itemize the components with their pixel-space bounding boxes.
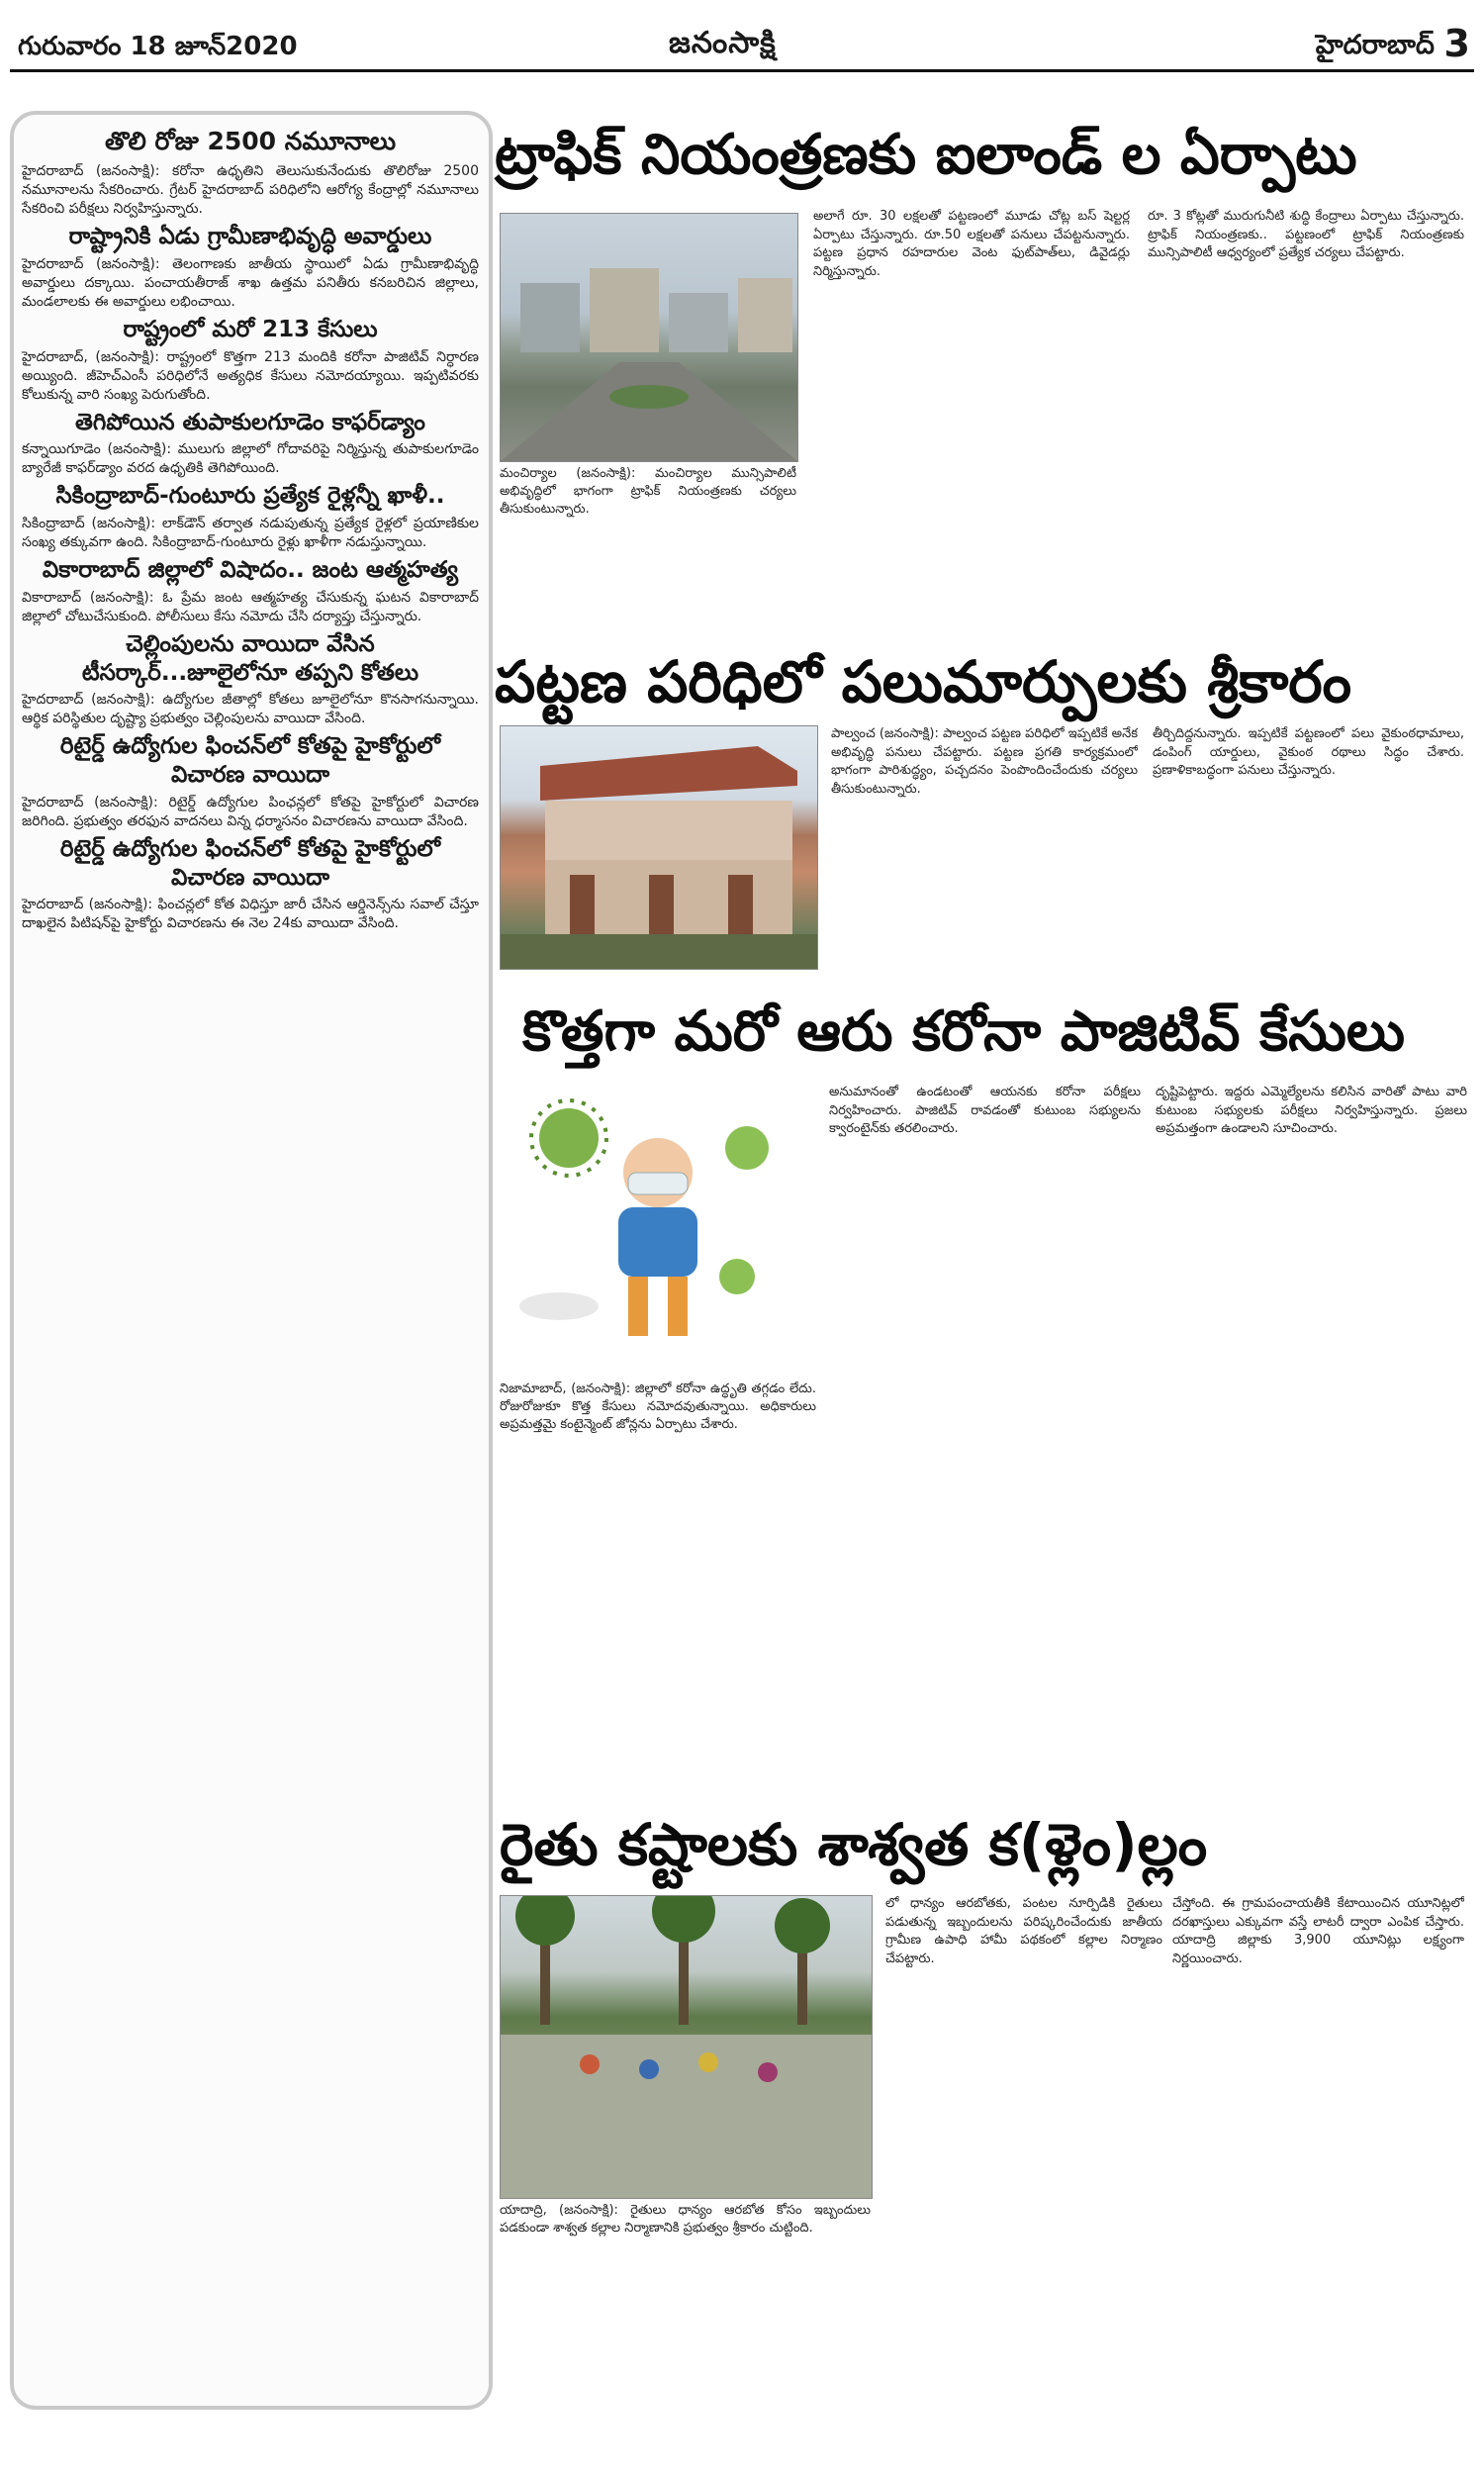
- photo-caption: మంచిర్యాల (జనంసాక్షి): మంచిర్యాల మున్సిపాలిటీ అభివృద్ధిలో భాగంగా ట్రాఫిక్‌ నియంత్రణకు చర్యలు తీసుకుంటున్నారు.: [500, 466, 796, 517]
- article-column: తీర్చిదిద్దనున్నారు. ఇప్పటికే పట్టణంలో పలు వైకుంఠధామాలు, డంపింగ్‌ యార్డులు, వైకుంఠ రథాలు సిద్ధం చేశారు. ప్రణాళికాబద్ధంగా పనులు చేస్తున్నారు.: [1153, 726, 1464, 778]
- building-illustration: [501, 726, 817, 969]
- article-headline-traffic: ట్రాఫిక్‌ నియంత్రణకు ఐలాండ్‌ ల ఏర్పాటు: [495, 123, 1357, 187]
- masthead-logo: జనంసాక్షి: [669, 26, 777, 60]
- header-divider: [10, 69, 1474, 72]
- article-column: చేస్తోంది. ఈ గ్రామపంచాయతీకి కేటాయించిన యూనిట్లలో దరఖాస్తులు ఎక్కువగా వస్తే లాటరీ ద్వారా ఎంపిక చేస్తారు. యాదాద్రి జిల్లాకు 3,900 యూనిట్లు లక్ష్యంగా నిర్ణయించారు.: [1172, 1896, 1464, 1966]
- paddy-field-illustration: [501, 1896, 872, 2198]
- sidebar-story-text: హైదరాబాద్‌ (జనంసాక్షి): ఫించన్లలో కోత విధిస్తూ జారీ చేసిన ఆర్డినెన్స్‌ను సవాల్‌ చేస్తూ దాఖలైన పిటిషన్‌పై హైకోర్టు విచారణను ఈ నెల 24కు వాయిదా వేసింది.: [22, 897, 479, 932]
- street-photo: [500, 213, 798, 462]
- article-column: రూ. 3 కోట్లతో మురుగునీటి శుద్ధి కేంద్రాలు ఏర్పాటు చేస్తున్నారు. ట్రాఫిక్‌ నియంత్రణకు.. పట్టణంలో ట్రాఫిక్‌ నియంత్రణకు మున్సిపాలిటీ ఆధ్వర్యంలో ప్రత్యేక చర్యలు చేపట్టారు.: [1148, 209, 1464, 260]
- article-column: నిజామాబాద్‌, (జనంసాక్షి): జిల్లాలో కరోనా ఉద్ధృతి తగ్గడం లేదు. రోజురోజుకూ కొత్త కేసులు నమోదవుతున్నాయి. అధికారులు అప్రమత్తమై కంటైన్మెంట్‌ జోన్లను ఏర్పాటు చేశారు.: [500, 1381, 816, 1432]
- sidebar-headline: తెగిపోయిన తుపాకులగూడెం కాఫర్‌డ్యాం: [75, 409, 425, 435]
- sidebar-story-text: వికారాబాద్‌ (జనంసాక్షి): ఓ ప్రేమ జంట ఆత్మహత్య చేసుకున్న ఘటన వికారాబాద్‌ జిల్లాలో చోటుచేసుకుంది. పోలీసులు కేసు నమోదు చేసి దర్యాప్తు చేస్తున్నారు.: [22, 589, 479, 624]
- sidebar-headline: రాష్ట్రంలో మరో 213 కేసులు: [123, 316, 378, 342]
- page-header: [0, 0, 1484, 77]
- building-photo: [500, 725, 818, 970]
- article-headline-corona: కొత్తగా మరో ఆరు కరోనా పాజిటివ్‌ కేసులు: [522, 1000, 1405, 1064]
- sidebar-story-text: హైదరాబాద్‌, (జనంసాక్షి): రాష్ట్రంలో కొత్తగా 213 మందికి కరోనా పాజిటివ్‌ నిర్ధారణ అయ్యింది. జీహెచ్‌ఎంసీ పరిధిలోనే అత్యధిక కేసులు నమోదయ్యాయి. ఇప్పటివరకు కోలుకున్న వారి సంఖ్య పెరుగుతోంది.: [22, 348, 479, 403]
- sidebar-story-text: హైదరాబాద్‌ (జనంసాక్షి): కరోనా ఉధృతిని తెలుసుకునేందుకు తొలిరోజు 2500 నమూనాలను సేకరించారు. గ్రేటర్‌ హైదరాబాద్‌ పరిధిలోని ఆరోగ్య కేంద్రాల్లో నమూనాలు సేకరించి పరీక్షలు నిర్వహిస్తున్నారు.: [22, 163, 479, 217]
- paddy-field-photo: [500, 1895, 873, 2199]
- sidebar-headline: రిటైర్డ్‌ ఉద్యోగుల ఫించన్‌లో కోతపై హైకోర్టులో విచారణ వాయిదా: [59, 733, 441, 788]
- article-column: అనుమానంతో ఉండటంతో ఆయనకు కరోనా పరీక్షలు నిర్వహించారు. పాజిటివ్‌ రావడంతో కుటుంబ సభ్యులను క్వారంటైన్‌కు తరలించారు.: [829, 1085, 1141, 1136]
- sidebar-story-text: హైదరాబాద్‌ (జనంసాక్షి): ఉద్యోగుల జీతాల్లో కోతలు జూలైలోనూ కొనసాగనున్నాయి. ఆర్థిక పరిస్థితుల దృష్ట్యా ప్రభుత్వం చెల్లింపులను వాయిదా వేసింది.: [22, 692, 479, 727]
- article-column: లో ధాన్యం ఆరబోతకు, పంటల నూర్పిడికి రైతులు పడుతున్న ఇబ్బందులను పరిష్కరించేందుకు జాతీయ గ్రామీణ ఉపాధి హామీ పథకంలో కల్లాల నిర్మాణం చేపట్టారు.: [885, 1896, 1162, 1966]
- issue-date: గురువారం 18 జూన్2020: [18, 32, 298, 61]
- sidebar-headline: వికారాబాద్‌ జిల్లాలో విషాదం.. జంట ఆత్మహత్య: [42, 557, 459, 583]
- sidebar-story-text: కన్నాయిగూడెం (జనంసాక్షి): ములుగు జిల్లాలో గోదావరిపై నిర్మిస్తున్న తుపాకులగూడెం బ్యారేజీ కాఫర్‌డ్యాం వరద ఉధృతికి తెగిపోయింది.: [22, 441, 479, 477]
- article-headline-farmers: రైతు కష్టాలకు శాశ్వత క(ళ్లెం)ల్లం: [500, 1811, 1208, 1878]
- sidebar-story-text: హైదరాబాద్‌ (జనంసాక్షి): తెలంగాణకు జాతీయ స్థాయిలో ఏడు గ్రామీణాభివృద్ధి అవార్డులు దక్కాయి. పంచాయతీరాజ్‌ శాఖ ఉత్తమ పనితీరు కనబరిచిన జిల్లాలు, మండలాలకు ఈ అవార్డులు లభించాయి.: [22, 255, 480, 310]
- article-column: దృష్టిపెట్టారు. ఇద్దరు ఎమ్మెల్యేలను కలిసిన వారితో పాటు వారి కుటుంబ సభ్యులకు పరీక్షలు నిర్వహిస్తున్నారు. ప్రజలు అప్రమత్తంగా ఉండాలని సూచించారు.: [1156, 1085, 1467, 1136]
- photo-caption: యాదాద్రి, (జనంసాక్షి): రైతులు ధాన్యం ఆరబోత కోసం ఇబ్బందులు పడకుండా శాశ్వత కల్లాల నిర్మాణానికి ప్రభుత్వం శ్రీకారం చుట్టింది.: [500, 2203, 871, 2236]
- sidebar-story-text: హైదరాబాద్‌ (జనంసాక్షి): రిటైర్డ్‌ ఉద్యోగుల పింఛన్లలో కోతపై హైకోర్టులో విచారణ జరిగింది. ప్రభుత్వం తరఫున వాదనలు విన్న ధర్మాసనం విచారణను వాయిదా వేసింది.: [22, 794, 479, 829]
- page-number: 3: [1443, 22, 1470, 65]
- article-headline-town: పట్టణ పరిధిలో పలుమార్పులకు శ్రీకారం: [495, 648, 1352, 715]
- sidebar-headline: సికింద్రాబాద్‌-గుంటూరు ప్రత్యేక రైళ్లన్నీ ఖాళీ..: [55, 483, 445, 510]
- sidebar-headline: చెల్లింపులను వాయిదా వేసిన టీసర్కార్‌...జూలైలోనూ తప్పని కోతలు: [81, 630, 419, 686]
- news-sidebar: [10, 111, 493, 2410]
- article-column: పాల్వంచ (జనంసాక్షి): పాల్వంచ పట్టణ పరిధిలో ఇప్పటికే అనేక అభివృద్ధి పనులు చేపట్టారు. పట్టణ ప్రగతి కార్యక్రమంలో భాగంగా పారిశుద్ధ్యం, పచ్చదనం పెంపొందించేందుకు చర్యలు తీసుకుంటున్నారు.: [831, 726, 1138, 797]
- sidebar-headline: రిటైర్డ్‌ ఉద్యోగుల ఫించన్‌లో కోతపై హైకోర్టులో విచారణ వాయిదా: [59, 835, 441, 891]
- street-illustration: [501, 214, 797, 461]
- virus-cartoon: [500, 1079, 806, 1366]
- virus-cartoon-illustration: [500, 1079, 806, 1366]
- sidebar-story-text: సికింద్రాబాద్‌ (జనంసాక్షి): లాక్‌డౌన్‌ తర్వాత నడుపుతున్న ప్రత్యేక రైళ్లలో ప్రయాణికుల సంఖ్య తక్కువగా ఉంది. సికింద్రాబాద్‌-గుంటూరు రైళ్లు ఖాళీగా నడుస్తున్నాయి.: [22, 516, 479, 550]
- article-column: అలాగే రూ. 30 లక్షలతో పట్టణంలో మూడు చోట్ల బస్‌ షెల్టర్ల ఏర్పాటు చేస్తున్నారు. రూ.50 లక్షలతో పనులు చేపట్టనున్నారు. పట్టణ ప్రధాన రహదారుల వెంట ఫుట్‌పాత్‌లు, డివైడర్లు నిర్మిస్తున్నారు.: [813, 209, 1130, 279]
- sidebar-headline: తొలి రోజు 2500 నమూనాలు: [104, 127, 397, 155]
- edition-city: హైదరాబాద్: [1315, 30, 1435, 60]
- sidebar-headline: రాష్ట్రానికి ఏడు గ్రామీణాభివృద్ధి అవార్డులు: [68, 224, 432, 249]
